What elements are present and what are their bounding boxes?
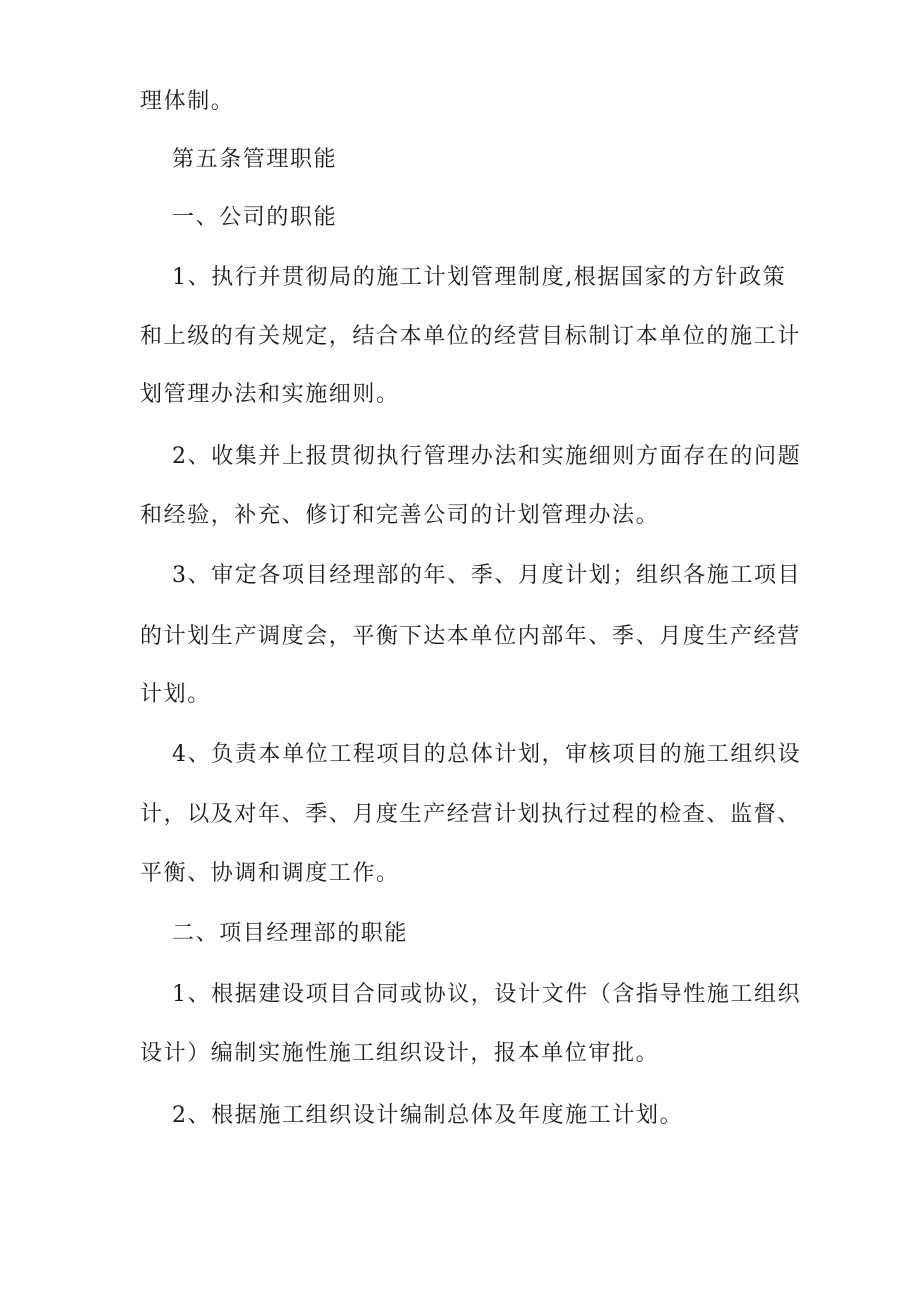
text-line: 计，以及对年、季、月度生产经营计划执行过程的检查、监督、 — [140, 802, 801, 827]
text-line: 2、收集并上报贯彻执行管理办法和实施细则方面存在的问题 — [172, 444, 802, 469]
subsection-heading: 二、项目经理部的职能 — [172, 921, 409, 946]
section-heading: 第五条管理职能 — [172, 147, 338, 172]
subsection-heading: 一、公司的职能 — [172, 205, 338, 230]
text-line: 4、负责本单位工程项目的总体计划，审核项目的施工组织设 — [172, 742, 802, 767]
text-line: 和经验，补充、修订和完善公司的计划管理办法。 — [140, 503, 660, 528]
text-line: 和上级的有关规定，结合本单位的经营目标制订本单位的施工计 — [140, 324, 801, 349]
text-line: 计划。 — [140, 682, 211, 707]
text-line: 2、根据施工组织设计编制总体及年度施工计划。 — [172, 1103, 684, 1128]
text-line: 理体制。 — [140, 89, 235, 114]
text-line: 的计划生产调度会，平衡下达本单位内部年、季、月度生产经营 — [140, 624, 801, 649]
text-line: 1、执行并贯彻局的施工计划管理制度,根据国家的方针政策 — [172, 265, 787, 290]
text-line: 设计）编制实施性施工组织设计，报本单位审批。 — [140, 1041, 660, 1066]
text-line: 划管理办法和实施细则。 — [140, 382, 400, 407]
text-line: 3、审定各项目经理部的年、季、月度计划；组织各施工项目 — [172, 563, 802, 588]
text-line: 1、根据建设项目合同或协议，设计文件（含指导性施工组织 — [172, 982, 802, 1007]
text-line: 平衡、协调和调度工作。 — [140, 861, 400, 886]
